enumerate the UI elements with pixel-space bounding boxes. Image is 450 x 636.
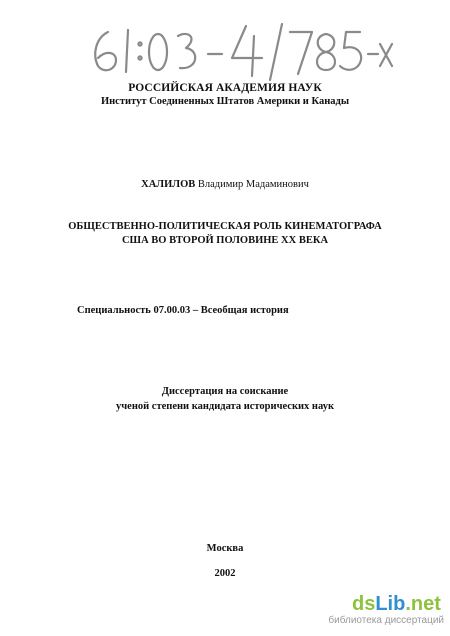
specialty-line: Специальность 07.00.03 – Всеобщая история <box>77 305 289 316</box>
dissertation-type-line-2: ученой степени кандидата исторических наук <box>115 401 334 412</box>
dissertation-title-line-2: США ВО ВТОРОЙ ПОЛОВИНЕ XX ВЕКА <box>121 235 329 246</box>
dslib-watermark <box>328 590 444 630</box>
author-name <box>0 179 450 190</box>
year: 2002 <box>214 568 236 579</box>
institute-name: Институт Соединенных Штатов Америки и Канады <box>100 96 350 107</box>
author-given-names: Владимир Мадаминович <box>197 179 309 190</box>
dissertation-type-line-1: Диссертация на соискание <box>161 386 289 397</box>
handwritten-archive-number <box>86 14 396 84</box>
author-surname: ХАЛИЛОВ <box>141 179 196 190</box>
city: Москва <box>206 543 244 554</box>
dslib-caption: библиотека диссертаций <box>328 615 444 626</box>
academy-name: РОССИЙСКАЯ АКАДЕМИЯ НАУК <box>128 82 322 94</box>
svg-text:dsLib.net: dsLib.net <box>352 593 441 615</box>
dissertation-title-line-1: ОБЩЕСТВЕННО-ПОЛИТИЧЕСКАЯ РОЛЬ КИНЕМАТОГРАФА <box>68 221 382 232</box>
dslib-logo <box>352 590 444 616</box>
